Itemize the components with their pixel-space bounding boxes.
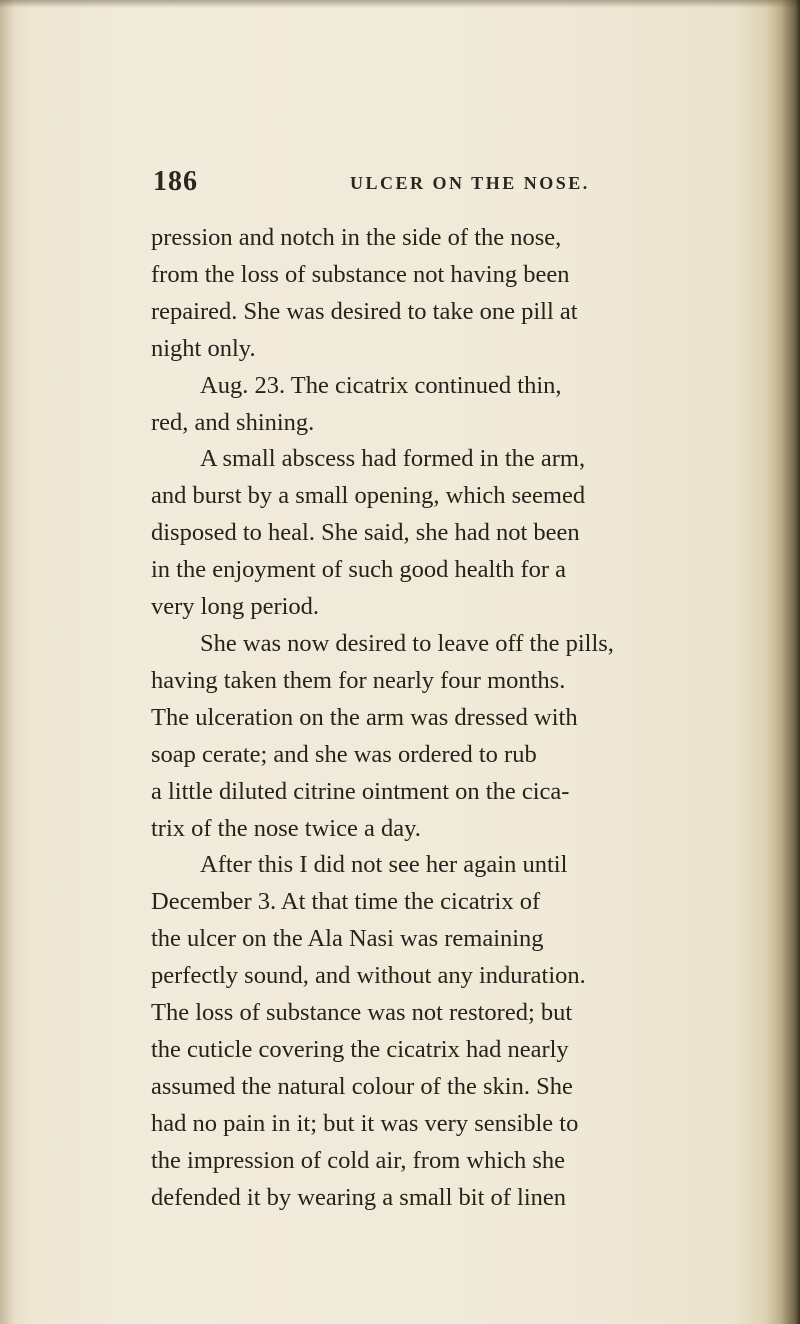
page-top-edge <box>0 0 800 8</box>
text-line: December 3. At that time the cicatrix of <box>151 888 541 916</box>
text-line: night only. <box>151 334 256 362</box>
text-line: from the loss of substance not having been <box>151 260 570 288</box>
text-line: perfectly sound, and without any induration. <box>151 962 586 990</box>
text-line: pression and notch in the side of the nose, <box>151 224 562 251</box>
text-line: Aug. 23. The cicatrix continued thin, <box>200 371 562 399</box>
text-line: A small abscess had formed in the arm, <box>200 445 586 473</box>
text-line: red, and shining. <box>151 408 315 436</box>
text-line: having taken them for nearly four months. <box>151 666 566 694</box>
text-line: soap cerate; and she was ordered to rub <box>151 740 537 768</box>
text-line: assumed the natural colour of the skin. She <box>151 1072 573 1100</box>
page-gutter-shadow <box>0 0 14 1324</box>
text-line: defended it by wearing a small bit of linen <box>151 1183 567 1211</box>
text-line: and burst by a small opening, which seemed <box>151 482 586 510</box>
page-number: 186 <box>153 166 198 197</box>
text-line: repaired. She was desired to take one pill at <box>151 297 578 325</box>
text-line: a little diluted citrine ointment on the cica- <box>151 777 570 805</box>
text-line: the ulcer on the Ala Nasi was remaining <box>151 925 544 953</box>
text-line: She was now desired to leave off the pills, <box>200 629 614 657</box>
body-text <box>151 220 771 1216</box>
running-title: ULCER ON THE NOSE. <box>350 173 590 193</box>
page-right-edge <box>766 0 800 1324</box>
text-line: very long period. <box>151 593 320 621</box>
text-line: After this I did not see her again until <box>200 851 568 879</box>
text-line: had no pain in it; but it was very sensible to <box>151 1109 579 1137</box>
text-line: The loss of substance was not restored; but <box>151 999 573 1027</box>
text-line: trix of the nose twice a day. <box>151 814 421 842</box>
text-line: the impression of cold air, from which she <box>151 1146 566 1174</box>
text-line: The ulceration on the arm was dressed with <box>151 703 578 731</box>
text-line: in the enjoyment of such good health for a <box>151 556 567 584</box>
text-line: disposed to heal. She said, she had not been <box>151 519 580 547</box>
running-head <box>153 166 753 206</box>
text-line: the cuticle covering the cicatrix had nearly <box>151 1035 569 1063</box>
